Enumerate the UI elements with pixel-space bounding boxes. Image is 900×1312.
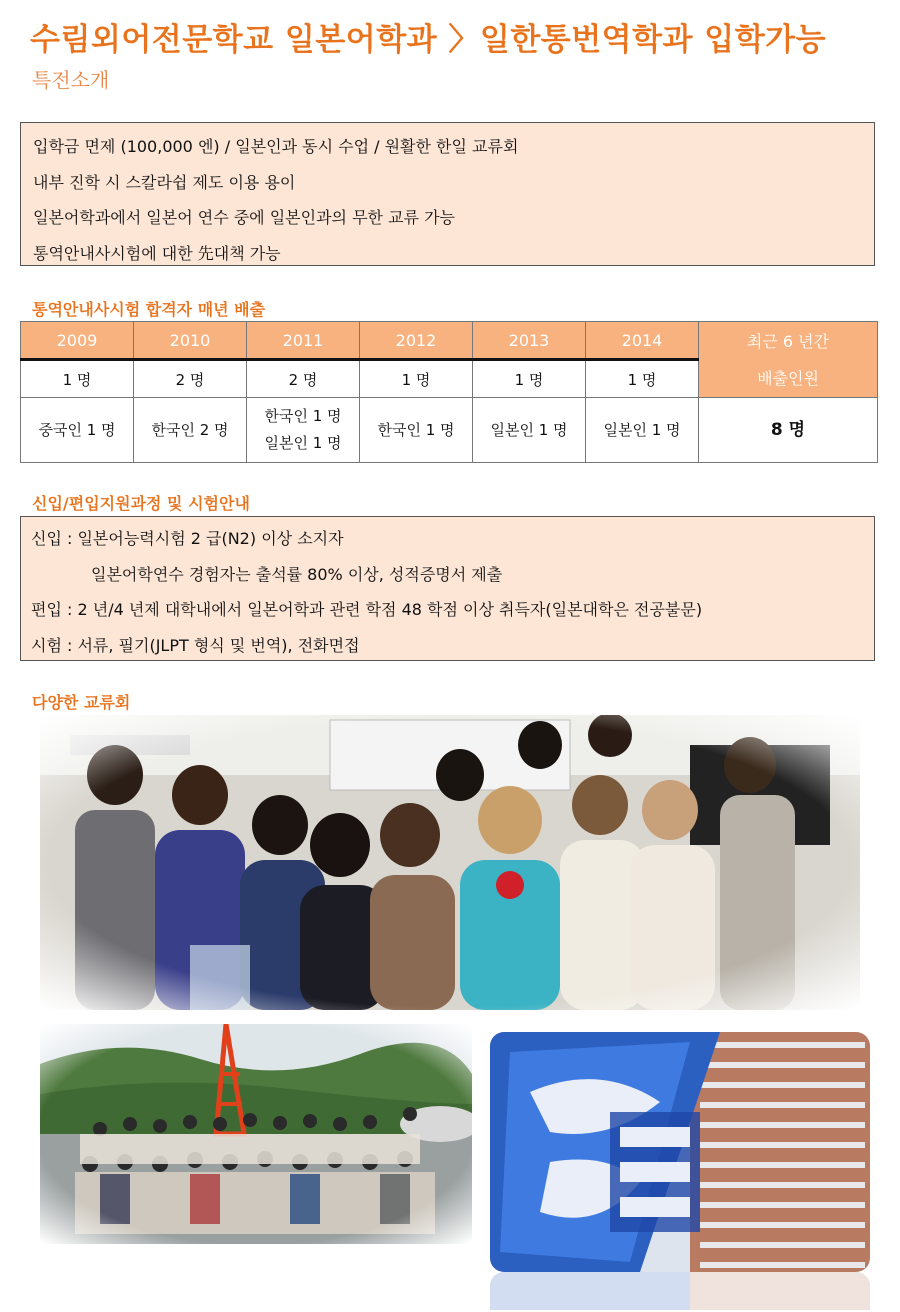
benefit-item: 통역안내사시험에 대한 先대책 가능 — [33, 243, 281, 263]
benefit-item: 내부 진학 시 스칼라쉽 제도 이용 용이 — [33, 172, 296, 192]
year-cell: 2014 — [586, 322, 699, 360]
count-cell: 1 명 — [586, 360, 699, 398]
nationality-text: 한국인 1 명 — [264, 407, 342, 425]
year-cell: 2009 — [21, 322, 134, 360]
count-cell: 1 명 — [21, 360, 134, 398]
page-title: 수림외어전문학교 일본어학과 〉일한통번역학과 입학가능 — [30, 22, 827, 58]
summary-label-cell — [699, 322, 878, 398]
nationality-text: 일본인 1 명 — [490, 420, 568, 439]
page-subtitle: 특전소개 — [32, 68, 110, 92]
school-building-photo — [490, 1032, 870, 1272]
results-heading: 통역안내사시험 합격자 매년 배출 — [32, 300, 266, 319]
admission-line: 일본어학연수 경험자는 출석률 80% 이상, 성적증명서 제출 — [91, 564, 503, 584]
nationality-text: 일본인 1 명 — [603, 420, 681, 439]
year-row — [21, 322, 878, 360]
year-cell: 2010 — [134, 322, 247, 360]
nationality-cell — [21, 398, 134, 463]
nationality-cell — [473, 398, 586, 463]
year-cell: 2012 — [360, 322, 473, 360]
summary-label-line2: 배출인원 — [757, 368, 819, 388]
benefit-item: 입학금 면제 (100,000 엔) / 일본인과 동시 수업 / 원활한 한일 교류회 — [33, 137, 519, 156]
admission-line: 신입 : 일본어능력시험 2 급(N2) 이상 소지자 — [31, 529, 344, 548]
year-cell: 2011 — [247, 322, 360, 360]
admission-box — [20, 516, 875, 661]
admission-line: 편입 : 2 년/4 년제 대학내에서 일본어학과 관련 학점 48 학점 이상 취득자(일본대학은 전공불문) — [31, 600, 703, 619]
nationality-text: 중국인 1 명 — [38, 420, 116, 439]
admission-line: 시험 : 서류, 필기(JLPT 형식 및 번역), 전화면접 — [31, 635, 360, 655]
benefit-item: 일본어학과에서 일본어 연수 중에 일본인과의 무한 교류 가능 — [33, 208, 456, 227]
nationality-cell — [586, 398, 699, 463]
benefits-box — [20, 122, 875, 266]
count-cell: 2 명 — [134, 360, 247, 398]
admission-heading: 신입/편입지원과정 및 시험안내 — [32, 494, 250, 513]
nationality-text: 한국인 2 명 — [151, 420, 229, 439]
exchange-heading: 다양한 교류회 — [32, 693, 131, 712]
count-cell: 1 명 — [473, 360, 586, 398]
classroom-group-photo — [40, 715, 860, 1010]
results-table — [20, 321, 878, 463]
nationality-cell — [360, 398, 473, 463]
summary-label-line1: 최근 6 년간 — [746, 331, 830, 351]
nationality-text: 한국인 1 명 — [377, 420, 455, 439]
nationality-text: 일본인 1 명 — [264, 434, 342, 452]
count-cell: 1 명 — [360, 360, 473, 398]
outdoor-group-photo — [40, 1024, 472, 1244]
nationality-row — [21, 398, 878, 463]
count-cell: 2 명 — [247, 360, 360, 398]
total-cell: 8 명 — [699, 398, 878, 463]
nationality-cell — [134, 398, 247, 463]
school-building-photo-reflection — [490, 1272, 870, 1310]
year-cell: 2013 — [473, 322, 586, 360]
nationality-cell — [247, 398, 360, 463]
